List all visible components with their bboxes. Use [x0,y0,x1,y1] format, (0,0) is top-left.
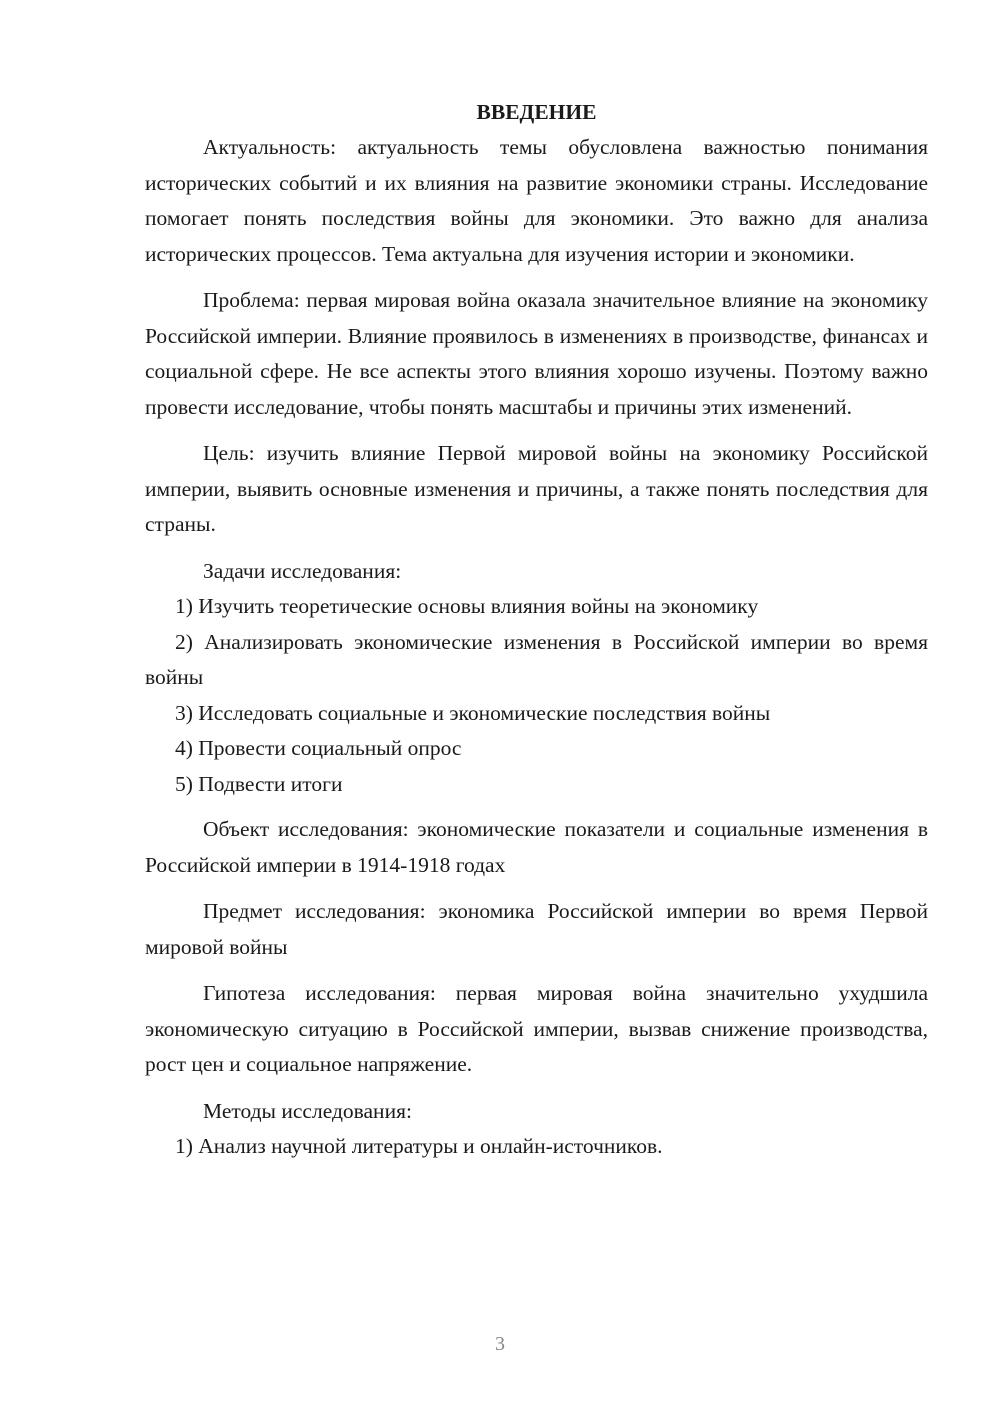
task-item: 1) Изучить теоретические основы влияния войны на экономику [175,594,759,618]
task-item: 3) Исследовать социальные и экономические последствия войны [175,700,771,725]
page-number: 3 [495,1333,505,1355]
section-title: ВВЕДЕНИЕ [476,100,597,124]
methods-heading: Методы исследования: [203,1098,412,1123]
object-paragraph: Объект исследования: экономические показатели и социальные изменения в Российской империи в 1914-1918 годах [145,817,928,877]
goal-paragraph: Цель: изучить влияние Первой мировой войны на экономику Российской империи, выявить основные изменения и причины, а также понять последствия для страны. [145,441,928,536]
method-item: 1) Анализ научной литературы и онлайн-источников. [175,1134,663,1158]
relevance-paragraph: Актуальность: актуальность темы обусловлена важностью понимания исторических событий и их влияния на развитие экономики страны. Исследование помогает понять последствия войны для экономики. Это важно для анализа исторических процессов. Тема актуальна для изучения истории и экономики. [145,135,928,266]
hypothesis-paragraph: Гипотеза исследования: первая мировая война значительно ухудшила экономическую ситуацию в Российской империи, вызвав снижение производства, рост цен и социальное напряжение. [145,981,928,1076]
problem-paragraph: Проблема: первая мировая война оказала значительное влияние на экономику Российской империи. Влияние проявилось в изменениях в производстве, финансах и социальной сфере. Не все аспекты этого влияния хорошо изучены. Поэтому важно провести исследование, чтобы понять масштабы и причины этих изменений. [145,288,928,419]
document-body [145,94,928,1165]
tasks-heading: Задачи исследования: [203,558,402,583]
task-item: 4) Провести социальный опрос [175,736,462,760]
subject-paragraph: Предмет исследования: экономика Российской империи во время Первой мировой войны [145,899,928,959]
task-item: 5) Подвести итоги [175,771,343,796]
task-item: 2) Анализировать экономические изменения в Российской империи во время войны [145,629,928,689]
